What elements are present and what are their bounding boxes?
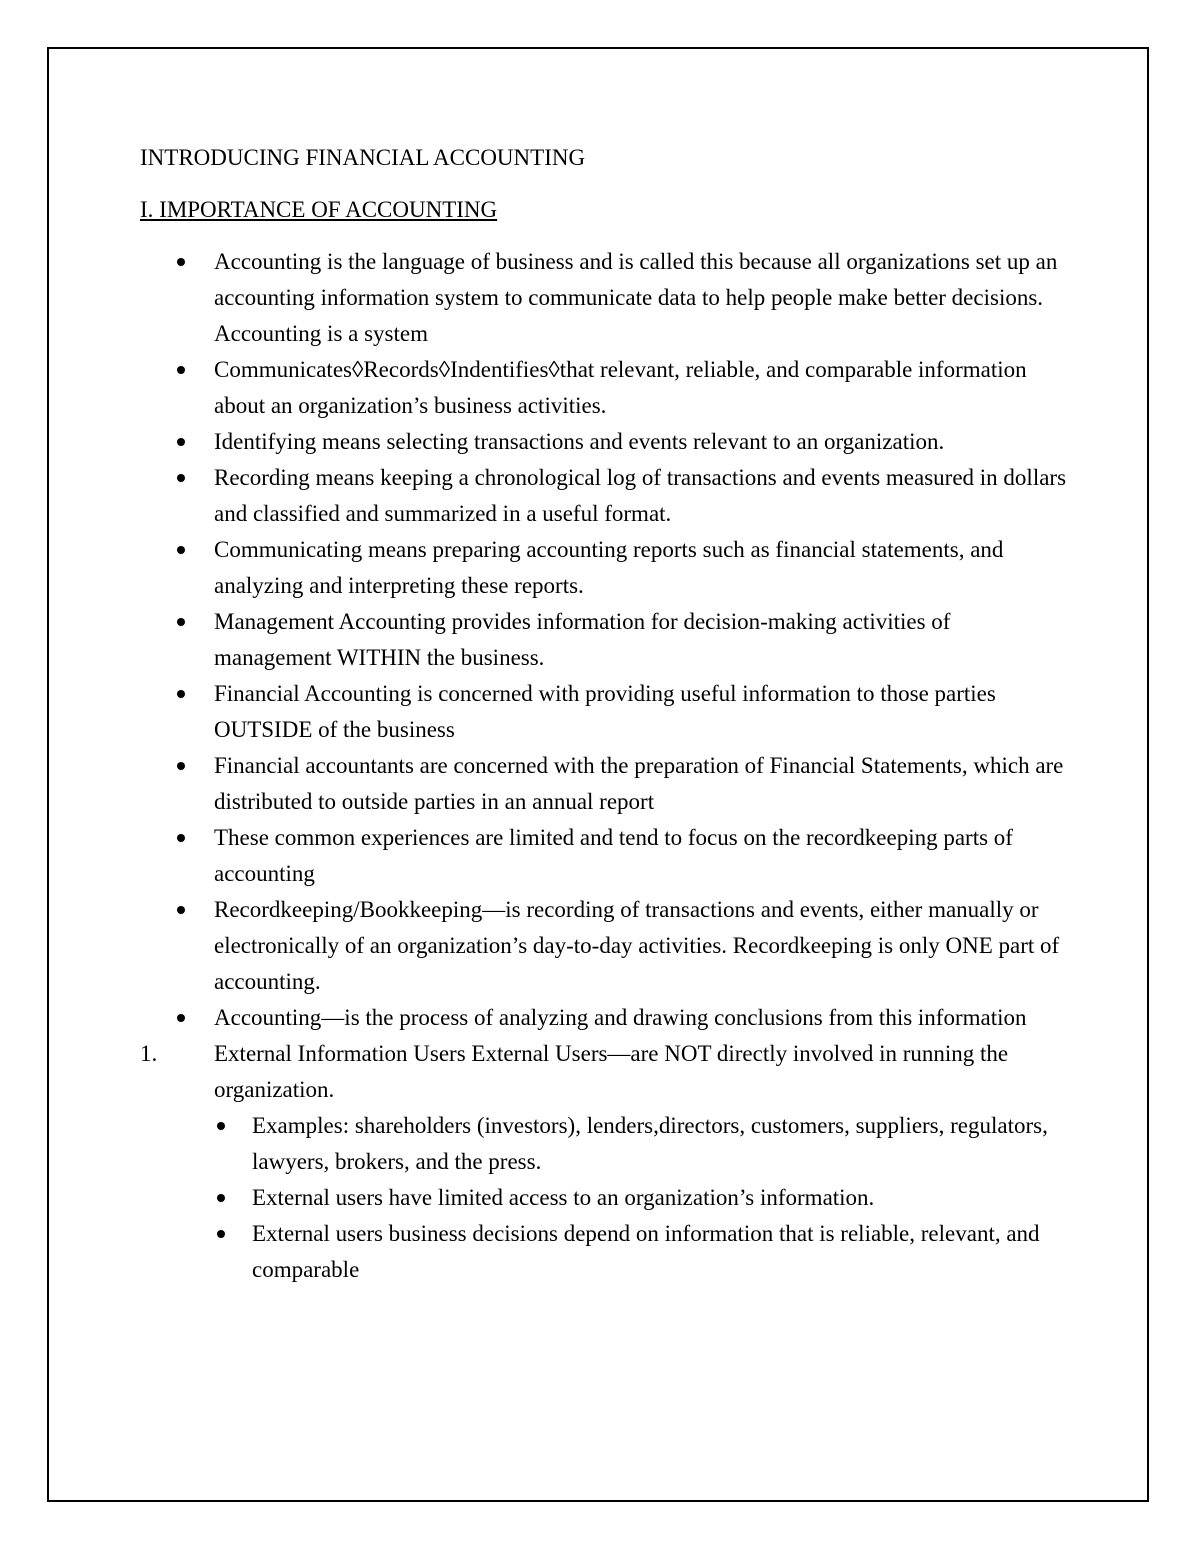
bullet-item — [140, 604, 1070, 676]
bullet-text: Communicates◊Records◊Indentifies◊that relevant, reliable, and comparable information about an organization’s business activities. — [214, 357, 1027, 418]
bullet-text: Communicating means preparing accounting reports such as financial statements, and analyzing and interpreting these reports. — [214, 537, 1004, 598]
bullet-item — [140, 1000, 1070, 1036]
document-title: INTRODUCING FINANCIAL ACCOUNTING — [140, 145, 586, 170]
numbered-item — [140, 1036, 1070, 1108]
bullet-item — [140, 352, 1070, 424]
bullet-list — [140, 244, 1070, 1108]
bullet-item — [140, 820, 1070, 892]
bullet-icon — [177, 438, 185, 446]
numbered-item-text: External Information Users External Users—are NOT directly involved in running the organization. — [214, 1041, 1009, 1102]
document-body — [140, 142, 1070, 1288]
bullet-icon — [177, 366, 185, 374]
bullet-icon — [217, 1230, 225, 1238]
bullet-icon — [177, 762, 185, 770]
bullet-text: These common experiences are limited and tend to focus on the recordkeeping parts of accounting — [214, 825, 1013, 886]
bullet-item — [140, 892, 1070, 1000]
list-number: 1. — [140, 1041, 158, 1066]
bullet-icon — [177, 474, 185, 482]
bullet-text: Accounting—is the process of analyzing and drawing conclusions from this information — [214, 1005, 1027, 1030]
bullet-text: Recordkeeping/Bookkeeping—is recording of transactions and events, either manually or electronically of an organization’s day-to-day activities. Recordkeeping is only ONE part of accounting. — [214, 897, 1060, 994]
bullet-icon — [177, 690, 185, 698]
sub-bullet-text: Examples: shareholders (investors), lenders,directors, customers, suppliers, regulators, lawyers, brokers, and the press. — [252, 1113, 1048, 1174]
sub-bullet-item — [140, 1108, 1070, 1180]
bullet-icon — [217, 1122, 225, 1130]
sub-bullet-text: External users business decisions depend on information that is reliable, relevant, and comparable — [252, 1221, 1040, 1282]
bullet-text: Accounting is the language of business and is called this because all organizations set up an accounting information system to communicate data to help people make better decisions. Accounting is a system — [214, 249, 1058, 346]
sub-bullet-text: External users have limited access to an organization’s information. — [252, 1185, 875, 1210]
bullet-icon — [177, 618, 185, 626]
bullet-text: Financial Accounting is concerned with providing useful information to those parties OUTSIDE of the business — [214, 681, 996, 742]
bullet-icon — [177, 1014, 185, 1022]
bullet-item — [140, 748, 1070, 820]
bullet-icon — [177, 546, 185, 554]
bullet-item — [140, 244, 1070, 352]
sub-bullet-list — [140, 1108, 1070, 1288]
bullet-icon — [177, 258, 185, 266]
bullet-item — [140, 676, 1070, 748]
bullet-item — [140, 460, 1070, 532]
bullet-text: Recording means keeping a chronological log of transactions and events measured in dollars and classified and summarized in a useful format. — [214, 465, 1067, 526]
bullet-text: Management Accounting provides information for decision-making activities of management WITHIN the business. — [214, 609, 951, 670]
bullet-item — [140, 424, 1070, 460]
sub-bullet-item — [140, 1216, 1070, 1288]
bullet-text: Financial accountants are concerned with the preparation of Financial Statements, which are distributed to outside parties in an annual report — [214, 753, 1064, 814]
bullet-text: Identifying means selecting transactions and events relevant to an organization. — [214, 429, 945, 454]
bullet-icon — [177, 834, 185, 842]
bullet-item — [140, 532, 1070, 604]
sub-bullet-item — [140, 1180, 1070, 1216]
bullet-icon — [217, 1194, 225, 1202]
bullet-icon — [177, 906, 185, 914]
section-heading: I. IMPORTANCE OF ACCOUNTING — [140, 197, 498, 222]
